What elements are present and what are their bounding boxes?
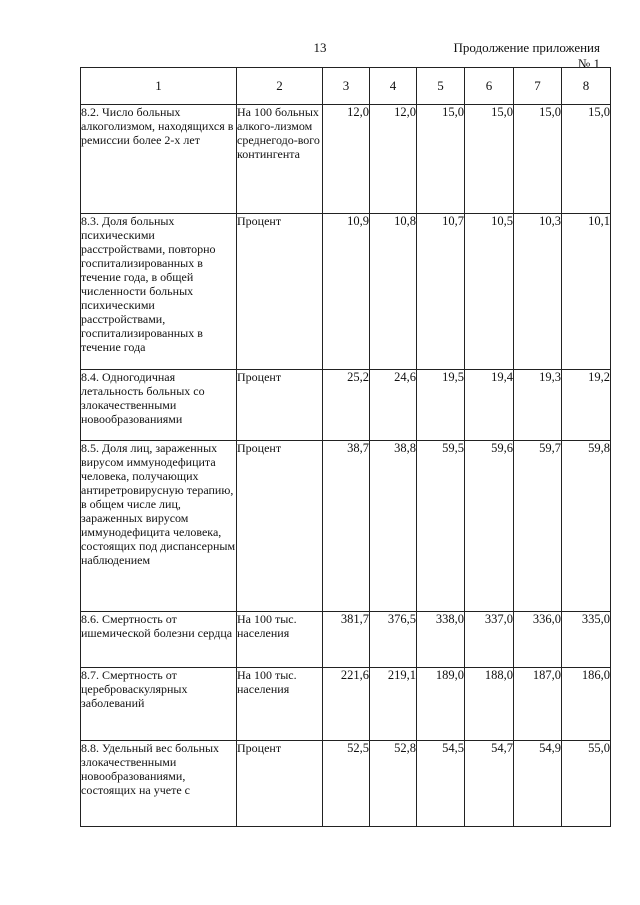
table-row [81,741,611,827]
value-cell: 19,5 [417,370,465,441]
indicator-cell: 8.5. Доля лиц, зараженных вирусом иммунодефицита человека, получающих антиретровирусную терапию, в общем числе лиц, зараженных вирусом иммунодефицита человека, состоящих под диспансерным наблюдением [81,441,237,612]
value-cell: 54,7 [465,741,514,827]
indicators-table [80,67,611,827]
indicator-cell: 8.8. Удельный вес больных злокачественными новообразованиями, состоящих на учете с [81,741,237,827]
column-header: 7 [514,68,562,105]
indicator-cell: 8.7. Смертность от цереброваскулярных заболеваний [81,668,237,741]
value-cell: 59,7 [514,441,562,612]
value-cell: 38,7 [323,441,370,612]
value-cell: 189,0 [417,668,465,741]
value-cell: 186,0 [562,668,611,741]
value-cell: 52,5 [323,741,370,827]
value-cell: 12,0 [323,105,370,214]
value-cell: 15,0 [465,105,514,214]
unit-cell: Процент [237,214,323,370]
value-cell: 219,1 [370,668,417,741]
column-header: 3 [323,68,370,105]
continuation-header: Продолжение приложения № 1 [453,40,600,71]
table-header-row [81,68,611,105]
value-cell: 338,0 [417,612,465,668]
value-cell: 188,0 [465,668,514,741]
value-cell: 10,9 [323,214,370,370]
indicator-cell: 8.3. Доля больных психическими расстройствами, повторно госпитализированных в течение года, в общей численности больных психическими расстройствами, госпитализированных в течение года [81,214,237,370]
table-row [81,370,611,441]
indicator-cell: 8.6. Смертность от ишемической болезни сердца [81,612,237,668]
column-header: 5 [417,68,465,105]
value-cell: 54,5 [417,741,465,827]
value-cell: 221,6 [323,668,370,741]
unit-cell: Процент [237,370,323,441]
unit-cell: На 100 тыс. населения [237,612,323,668]
value-cell: 10,7 [417,214,465,370]
value-cell: 54,9 [514,741,562,827]
value-cell: 381,7 [323,612,370,668]
value-cell: 10,8 [370,214,417,370]
page-number: 13 [313,40,327,55]
value-cell: 15,0 [562,105,611,214]
value-cell: 19,4 [465,370,514,441]
indicator-cell: 8.4. Одногодичная летальность больных со злокачественными новообразованиями [81,370,237,441]
value-cell: 187,0 [514,668,562,741]
unit-cell: Процент [237,441,323,612]
unit-cell: На 100 тыс. населения [237,668,323,741]
unit-cell: Процент [237,741,323,827]
table-row [81,105,611,214]
value-cell: 10,1 [562,214,611,370]
value-cell: 59,5 [417,441,465,612]
column-header: 2 [237,68,323,105]
column-header: 4 [370,68,417,105]
value-cell: 38,8 [370,441,417,612]
value-cell: 336,0 [514,612,562,668]
column-header: 8 [562,68,611,105]
value-cell: 19,3 [514,370,562,441]
value-cell: 24,6 [370,370,417,441]
value-cell: 59,8 [562,441,611,612]
value-cell: 10,5 [465,214,514,370]
value-cell: 52,8 [370,741,417,827]
value-cell: 335,0 [562,612,611,668]
column-header: 1 [81,68,237,105]
value-cell: 15,0 [514,105,562,214]
table-row [81,214,611,370]
table-row [81,612,611,668]
table-row [81,668,611,741]
table-row [81,441,611,612]
indicator-cell: 8.2. Число больных алкоголизмом, находящихся в ремиссии более 2-х лет [81,105,237,214]
value-cell: 59,6 [465,441,514,612]
value-cell: 376,5 [370,612,417,668]
value-cell: 55,0 [562,741,611,827]
value-cell: 25,2 [323,370,370,441]
column-header: 6 [465,68,514,105]
value-cell: 15,0 [417,105,465,214]
unit-cell: На 100 больных алкого-лизмом среднегодо-вого контингента [237,105,323,214]
value-cell: 337,0 [465,612,514,668]
value-cell: 10,3 [514,214,562,370]
value-cell: 12,0 [370,105,417,214]
value-cell: 19,2 [562,370,611,441]
